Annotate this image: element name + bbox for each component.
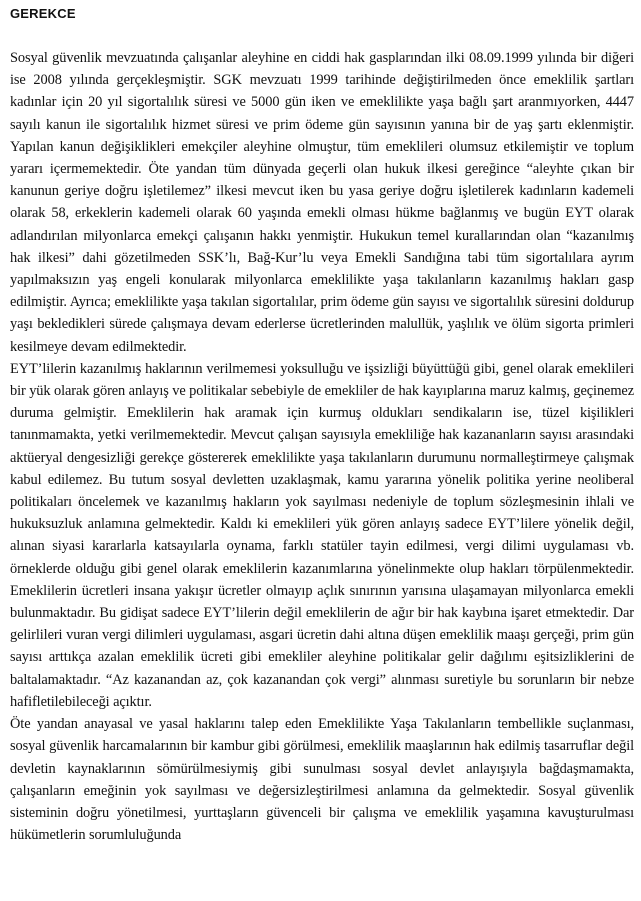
paragraph-1: Sosyal güvenlik mevzuatında çalışanlar aleyhine en ciddi hak gasplarından ilki 08.09.1999 yılında bir diğeri ise 2008 yılında gerçekleşmiştir. SGK mevzuatı 1999 tarihinde değiştirilmeden önce emeklilik şartları kadınlar için 20 yıl sigortalılık süresi ve 5000 gün iken ve emeklilikte yaşa bağlı şart aranmıyorken, 4447 sayılı kanun ile sigortalılık hizmet süresi ve prim ödeme gün sayısının yanına bir de yaş şartı eklenmiştir. Yapılan kanun değişiklikleri emekçiler aleyhine olmuştur, tüm emeklileri olumsuz etkilemiştir ve toplum yararı içermemektedir. Öte yandan tüm dünyada geçerli olan hukuk ilkesi gereğince “aleyhte çıkan bir kanunun geriye doğru işletilemez” ilkesi mevcut iken bu yasa geriye doğru işletilerek kadınların kademeli olarak 58, erkeklerin kademeli olarak 60 yaşında emekli olması hükme bağlanmış ve bugün EYT olarak adlandırılan milyonlarca emekçi çalışanın hakkı yenmiştir. Hukukun temel kurallarından olan “kazanılmış hak ilkesi” dahi gözetilmeden SSK’lı, Bağ-Kur’lu veya Emekli Sandığına tabi tüm sigortalılara ayrım yapılmaksızın yaş engeli konularak milyonlarca emeklilikte yaşa takılanların kazanılmış hakları gasp edilmiştir. Ayrıca; emeklilikte yaşa takılan sigortalılar, prim ödeme gün sayısı ve sigortalılık süresini doldurup yaşı bekledikleri sürede çalışmaya devam ederlerse ücretlerinden malullük, yaşlılık ve ölüm sigorta primleri kesilmeye devam edilmektedir. [10, 50, 634, 355]
document-page [10, 6, 634, 846]
paragraph-3: Öte yandan anayasal ve yasal haklarını talep eden Emeklilikte Yaşa Takılanların tembellikle suçlanması, sosyal güvenlik harcamalarının bir kambur gibi görülmesi, emeklilik maaşlarının hak edilmiş tasarruflar değil devletin kaynaklarının sömürülmesiymiş gibi sunulması sosyal devlet anlayışıyla bağdaşmamakta, çalışanların emeğinin yok sayılması ve değersizleştirilmesi anlamına da gelmektedir. Sosyal güvenlik sisteminin doğru yönetilmesi, yurttaşların güvenceli bir çalışma ve emeklilik yaşamına kavuşturulması hükümetlerin sorumluluğunda [10, 716, 634, 844]
document-heading: GEREKCE [10, 6, 76, 21]
paragraph-2: EYT’lilerin kazanılmış haklarının verilmemesi yoksulluğu ve işsizliği büyüttüğü gibi, genel olarak emeklileri bir yük olarak gören anlayış ve politikalar sebebiyle de emekliler de hak kayıplarına maruz kalmış, geçinemez duruma gelmiştir. Emeklilerin hak aramak için kurmuş oldukları sendikaların ise, tüzel kişilikleri tanınmamakta, yetki verilmemektedir. Mevcut çalışan sayısıyla emekliliğe hak kazananların sayısı arasındaki aktüeryal dengesizliği gerekçe göstererek emeklilikte yaşa takılanların durumunu normalleştirmeye çalışmak kabul edilemez. Bu tutum sosyal devletten uzaklaşmak, kamu yararına yönelik politika yerine neoliberal politikaları öncelemek ve kazanılmış hakların yok sayılması nedeniyle de toplum sözleşmesinin ihlali ve hukuksuzluk anlamına gelmektedir. Kaldı ki emeklileri yük gören anlayış sadece EYT’lilere yönelik değil, alınan siyasi kararlarla katsayılarla oynama, farklı statüler tayin edilmesi, vergi dilimi uygulaması vb. örneklerde olduğu gibi genel olarak emeklilerin kazanımlarına yönelinmekte olup hakları törpülenmektedir. Emeklilerin ücretleri insana yakışır ücretler olmayıp açlık sınırının yarısına ulaşamayan milyonlarca emekli bulunmaktadır. Bu gidişat sadece EYT’lilerin değil emeklilerin de ağır bir hak kaybına işaret etmektedir. Dar gelirlileri vuran vergi dilimleri uygulaması, asgari ücretin dahi altına düşen emeklilik maaşı gerçeği, prim gün sayısı arttıkça azalan emeklilik ücreti gibi emekliler aleyhine politikalar gelir dağılımı eşitsizliklerini de baltalamaktadır. “Az kazanandan az, çok kazanandan çok vergi” alınması suretiyle bu sorunların bir nebze hafifletilebileceği açıktır. [10, 360, 634, 710]
